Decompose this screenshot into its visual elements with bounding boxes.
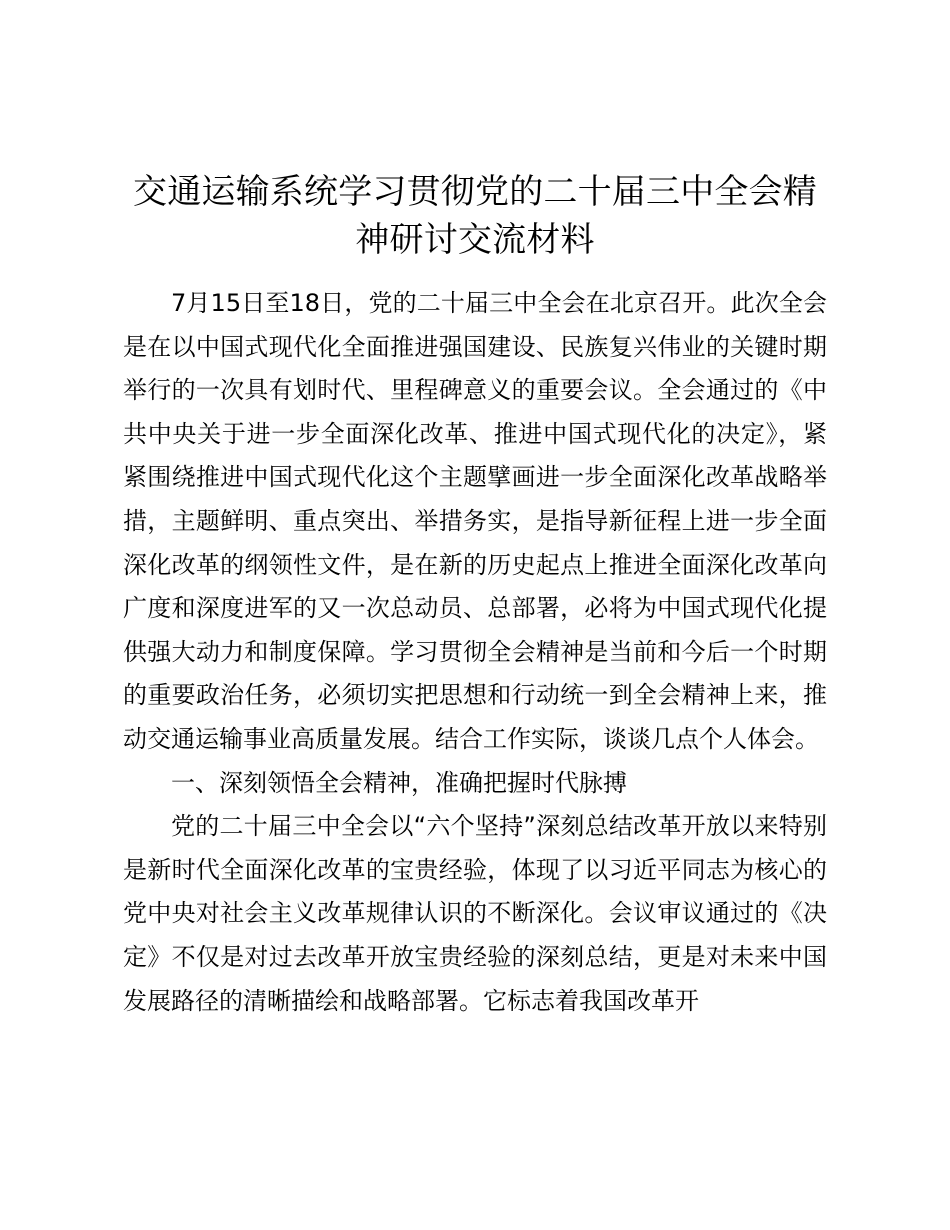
document-page <box>123 168 827 1023</box>
section-1-paragraph: 党的二十届三中全会以“六个坚持”深刻总结改革开放以来特别是新时代全面深化改革的宝贵经验，体现了以习近平同志为核心的党中央对社会主义改革规律认识的不断深化。会议审议通过的《决定》不仅是对过去改革开放宝贵经验的深刻总结，更是对未来中国发展路径的清晰描绘和战略部署。它标志着我国改革开 <box>123 812 827 1015</box>
document-title: 交通运输系统学习贯彻党的二十届三中全会精神研讨交流材料 <box>133 172 817 260</box>
section-heading-1: 一、深刻领悟全会精神，准确把握时代脉搏 <box>171 768 627 797</box>
document-body <box>123 282 827 1023</box>
intro-paragraph: 7月15日至18日，党的二十届三中全会在北京召开。此次全会是在以中国式现代化全面推进强国建设、民族复兴伟业的关键时期举行的一次具有划时代、里程碑意义的重要会议。全会通过的《中共中央关于进一步全面深化改革、推进中国式现代化的决定》，紧紧围绕推进中国式现代化这个主题擘画进一步全面深化改革战略举措，主题鲜明、重点突出、举措务实，是指导新征程上进一步全面深化改革的纲领性文件，是在新的历史起点上推进全面深化改革向广度和深度进军的又一次总动员、总部署，必将为中国式现代化提供强大动力和制度保障。学习贯彻全会精神是当前和今后一个时期的重要政治任务，必须切实把思想和行动统一到全会精神上来，推动交通运输事业高质量发展。结合工作实际，谈谈几点个人体会。 <box>123 289 827 753</box>
